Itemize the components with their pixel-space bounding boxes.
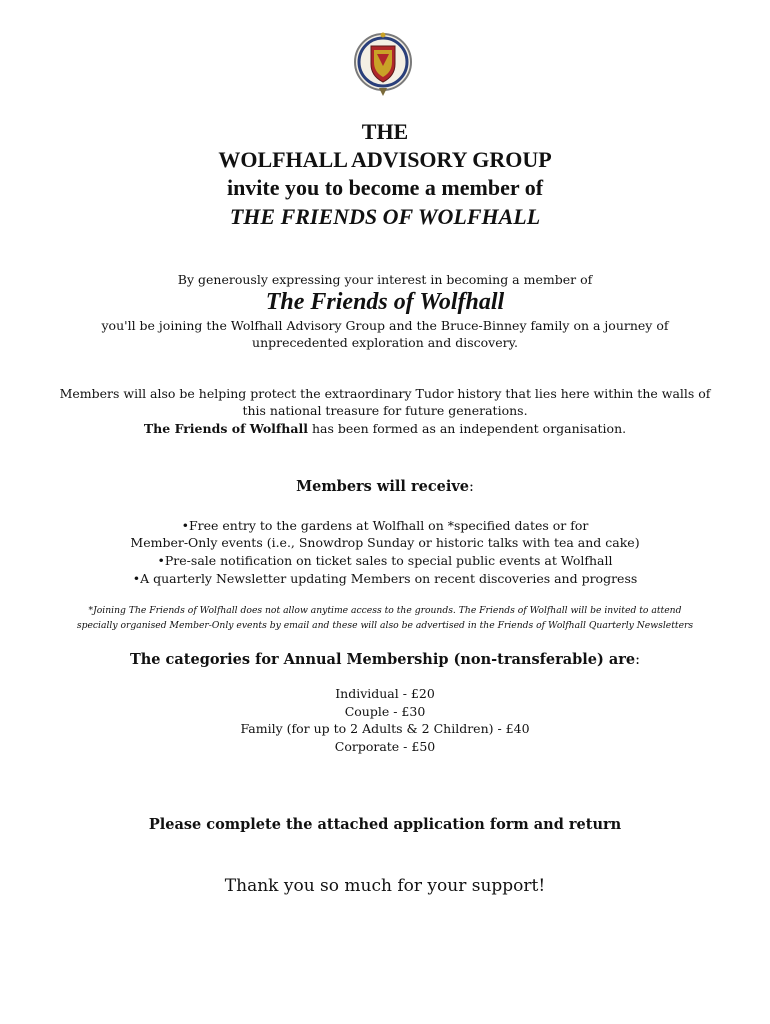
heading-friends: THE FRIENDS OF WOLFHALL xyxy=(229,204,541,229)
protect-line-3-rest: has been formed as an independent organisation. xyxy=(307,421,627,436)
receive-item-3 xyxy=(0,570,770,588)
receive-item-1-text: Free entry to the gardens at Wolfhall on *specified dates or for xyxy=(188,518,589,533)
categories-title xyxy=(0,650,770,670)
heading-invite: invite you to become a member of xyxy=(226,175,544,200)
heading-the: THE xyxy=(361,119,409,144)
receive-title xyxy=(0,477,770,497)
receive-title-colon: : xyxy=(469,479,474,495)
receive-item-2 xyxy=(0,552,770,570)
categories-title-colon: : xyxy=(635,652,641,668)
categories-title-bold: The categories for Annual Membership (non-transferable) are xyxy=(129,651,636,668)
intro-friends-name: The Friends of Wolfhall xyxy=(265,289,505,315)
receive-item-3-text: A quarterly Newsletter updating Members on recent discoveries and progress xyxy=(140,571,638,586)
intro-line-1: By generously expressing your interest in becoming a member of xyxy=(177,272,593,287)
bullet-icon: • xyxy=(132,571,141,586)
receive-item-1-line-2: Member-Only events (i.e., Snowdrop Sunday or historic talks with tea and cake) xyxy=(130,535,640,550)
thank-you-message: Thank you so much for your support! xyxy=(224,876,546,896)
protect-line-2: this national treasure for future generations. xyxy=(242,403,528,418)
intro-line-2: you'll be joining the Wolfhall Advisory Group and the Bruce-Binney family on a journey of xyxy=(101,318,669,333)
category-individual: Individual - £20 xyxy=(335,686,435,701)
footnote-line-2: specially organised Member-Only events by email and these will also be advertised in the Friends of Wolfhall Quarterly Newsletters xyxy=(76,620,694,631)
protect-line-3 xyxy=(0,420,770,438)
category-family: Family (for up to 2 Adults & 2 Children) - £40 xyxy=(240,721,530,736)
application-form-instruction: Please complete the attached application form and return xyxy=(148,816,622,833)
protect-friends-bold: The Friends of Wolfhall xyxy=(143,421,308,436)
category-couple: Couple - £30 xyxy=(344,704,426,719)
protect-line-1: Members will also be helping protect the extraordinary Tudor history that lies here within the walls of xyxy=(59,386,711,401)
receive-item-1-line-1 xyxy=(0,517,770,535)
heading-group-name: WOLFHALL ADVISORY GROUP xyxy=(218,147,552,172)
bullet-icon: • xyxy=(157,553,165,568)
footnote-line-1: *Joining The Friends of Wolfhall does not allow anytime access to the grounds. The Friends of Wolfhall will be invited to attend xyxy=(88,605,682,616)
intro-line-3: unprecedented exploration and discovery. xyxy=(252,335,518,350)
bullet-icon: • xyxy=(181,518,189,533)
category-corporate: Corporate - £50 xyxy=(334,739,436,754)
receive-item-2-text: Pre-sale notification on ticket sales to special public events at Wolfhall xyxy=(164,553,613,568)
receive-title-bold: Members will receive xyxy=(296,478,470,495)
heraldic-crest-icon xyxy=(352,30,414,102)
